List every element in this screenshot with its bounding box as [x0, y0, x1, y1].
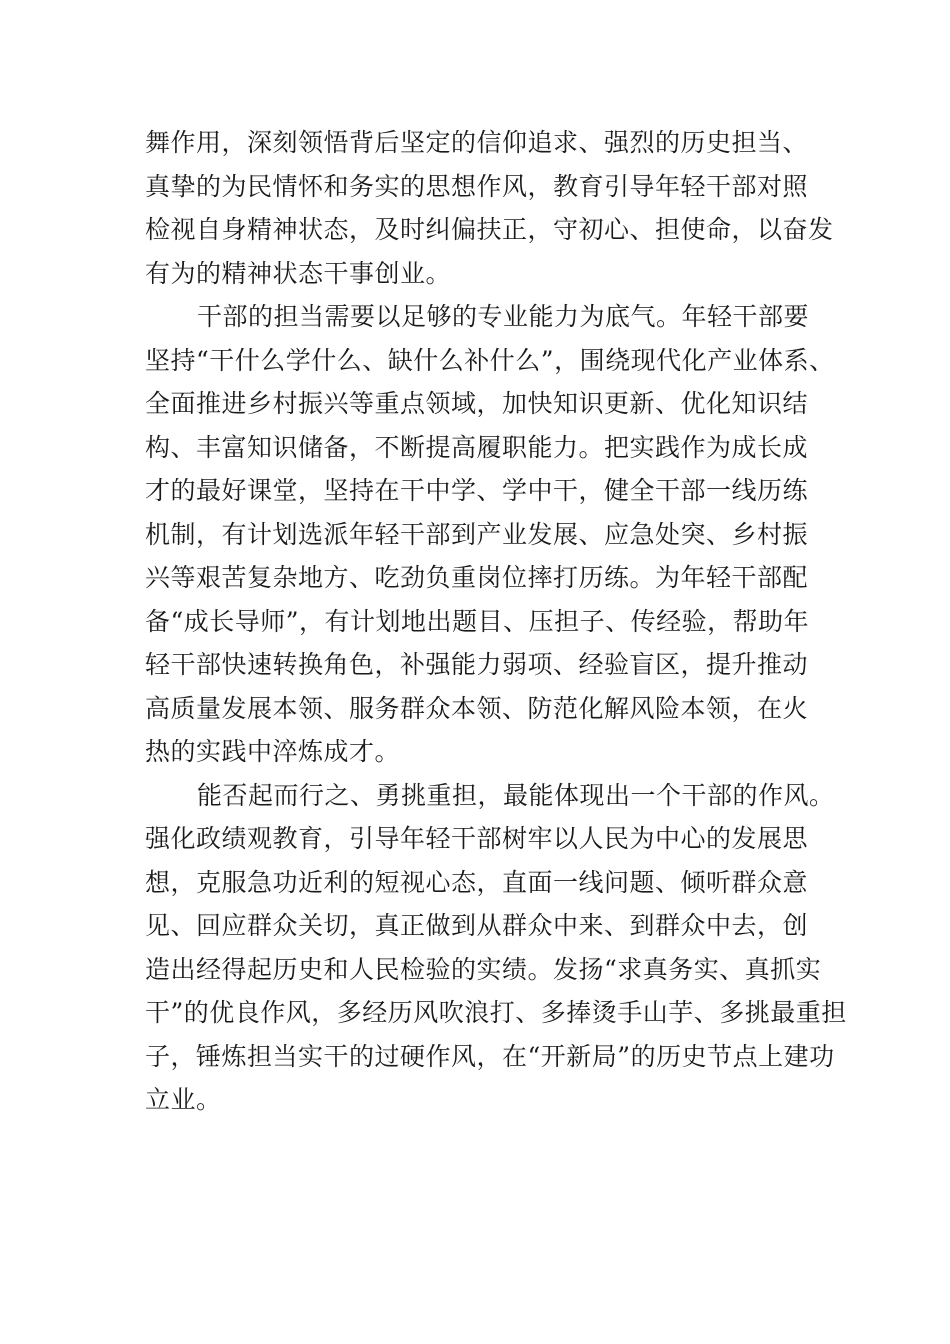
- text-line: 兴等艰苦复杂地方、吃劲负重岗位摔打历练。为年轻干部配: [145, 563, 809, 592]
- text-line: 能否起而行之、勇挑重担，最能体现出一个干部的作风。: [197, 780, 835, 810]
- text-line: 备“成长导师”，有计划地出题目、压担子、传经验，帮助年: [145, 606, 810, 636]
- text-line: 立业。: [145, 1085, 222, 1114]
- text-line: 全面推进乡村振兴等重点领域，加快知识更新、优化知识结: [145, 389, 809, 418]
- text-line: 真挚的为民情怀和务实的思想作风，教育引导年轻干部对照: [145, 171, 809, 201]
- text-line: 造出经得起历史和人民检验的实绩。发扬“求真务实、真抓实: [145, 954, 822, 984]
- paragraph-2: [145, 295, 835, 774]
- text-line: 坚持“干什么学什么、缺什么补什么”，围绕现代化产业体系、: [145, 345, 835, 375]
- text-line: 有为的精神状态干事创业。: [145, 258, 452, 288]
- text-line: 干部的担当需要以足够的专业能力为底气。年轻干部要: [197, 302, 810, 331]
- text-line: 热的实践中淬炼成才。: [145, 737, 401, 766]
- paragraph-1: [145, 121, 834, 295]
- text-line: 机制，有计划选派年轻干部到产业发展、应急处突、乡村振: [145, 519, 809, 549]
- paragraph-3: [145, 774, 847, 1122]
- text-line: 轻干部快速转换角色，补强能力弱项、经验盲区，提升推动: [145, 650, 809, 679]
- text-line: 想，克服急功近利的短视心态，直面一线问题、倾听群众意: [145, 867, 809, 897]
- text-line: 才的最好课堂，坚持在干中学、学中干，健全干部一线历练: [145, 476, 809, 505]
- text-line: 干”的优良作风，多经历风吹浪打、多捧烫手山芋、多挑最重担: [145, 998, 847, 1027]
- text-line: 见、回应群众关切，真正做到从群众中来、到群众中去，创: [145, 911, 809, 940]
- text-line: 检视自身精神状态，及时纠偏扶正，守初心、担使命，以奋发: [145, 215, 834, 244]
- text-line: 舞作用，深刻领悟背后坚定的信仰追求、强烈的历史担当、: [145, 128, 809, 157]
- text-line: 高质量发展本领、服务群众本领、防范化解风险本领，在火: [145, 693, 809, 723]
- text-line: 强化政绩观教育，引导年轻干部树牢以人民为中心的发展思: [145, 824, 809, 853]
- text-line: 构、丰富知识储备，不断提高履职能力。把实践作为成长成: [145, 432, 809, 462]
- text-line: 子，锤炼担当实干的过硬作风，在“开新局”的历史节点上建功: [145, 1041, 835, 1071]
- document-body: [145, 121, 847, 1122]
